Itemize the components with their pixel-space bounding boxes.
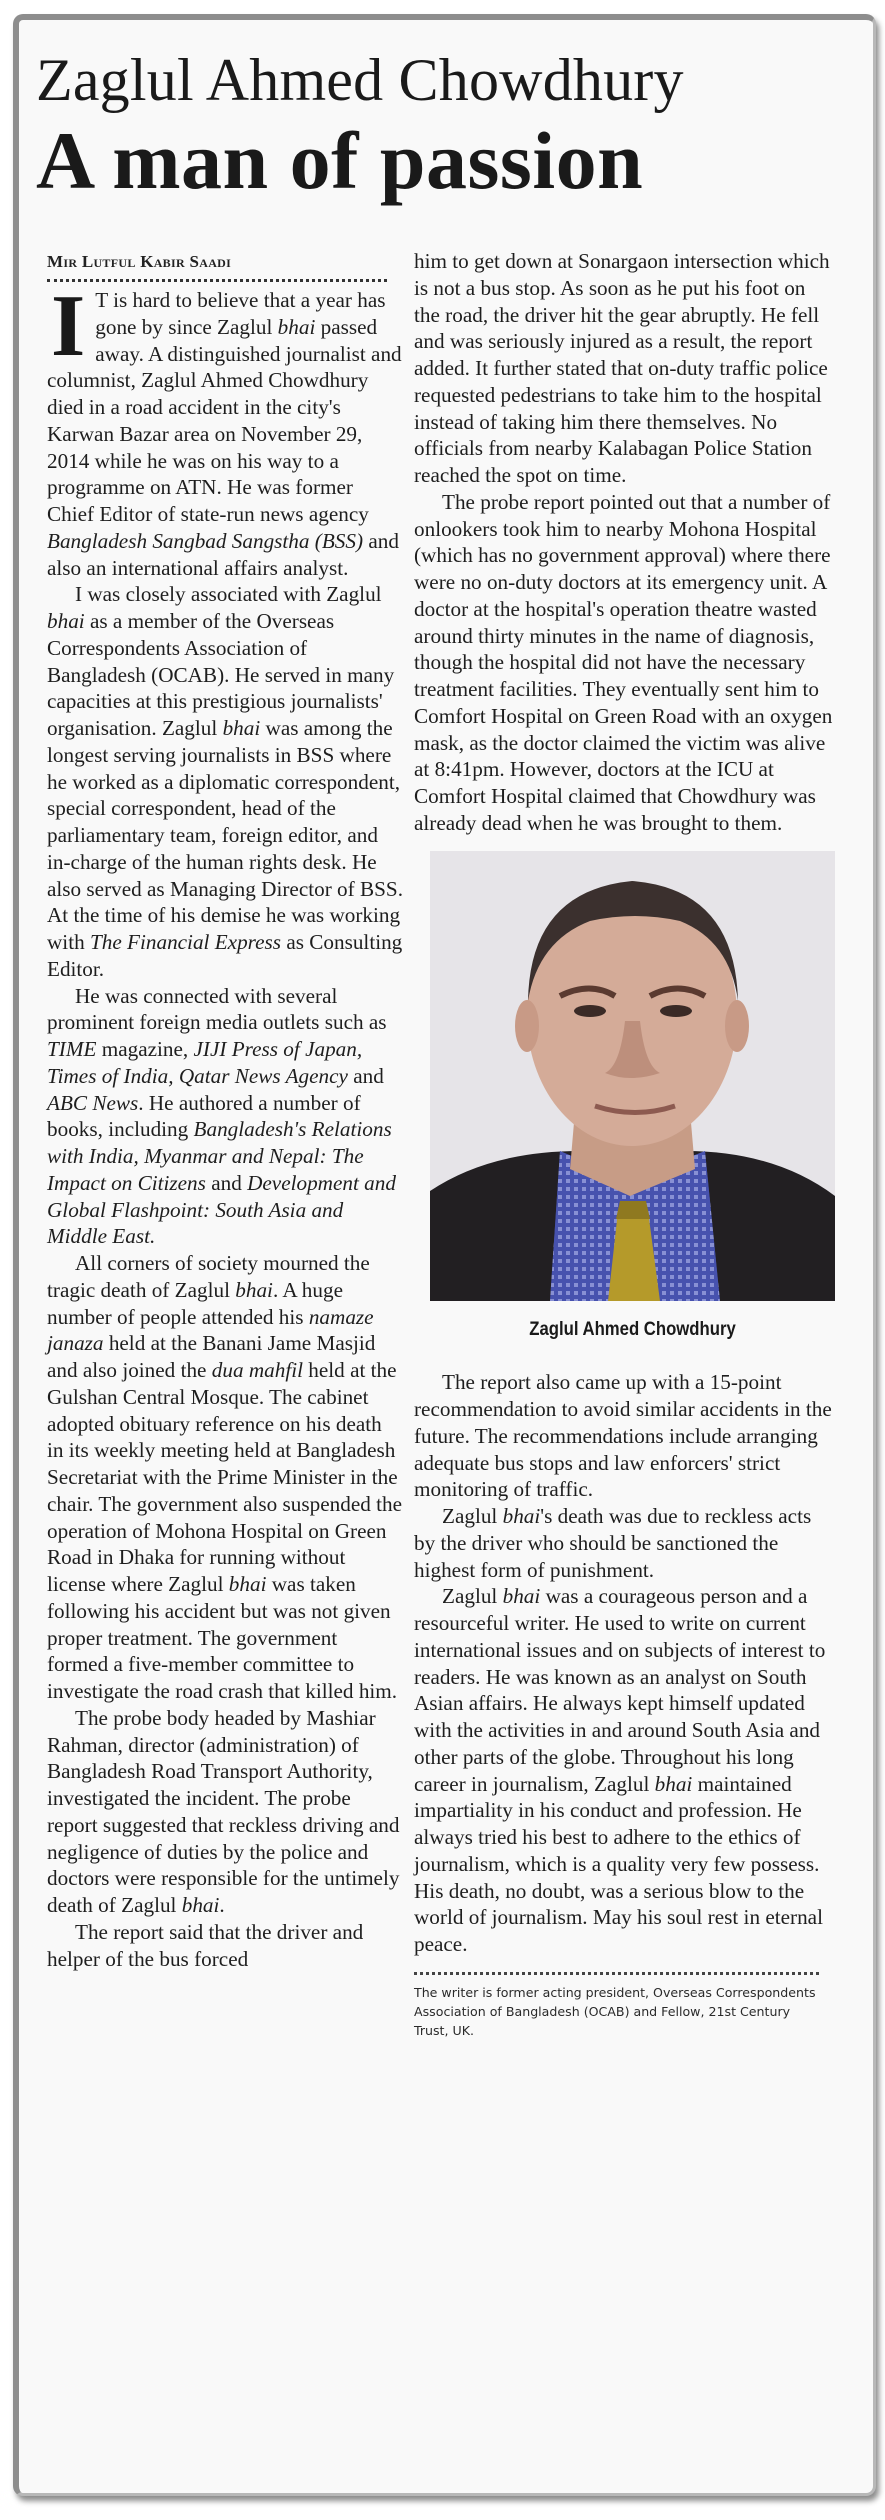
left-column — [47, 247, 403, 1972]
byline: Mir Lutful Kabir Saadi — [47, 252, 232, 271]
portrait-image — [430, 851, 835, 1301]
headline-name: Zaglul Ahmed Chowdhury — [36, 47, 684, 113]
footer-divider — [414, 1972, 819, 1975]
paragraph-cause: Zaglul bhai's death was due to reckless acts by the driver who should be sanctioned the highest form of punishment. — [414, 1504, 812, 1582]
right-column — [414, 248, 834, 2040]
byline-divider — [47, 279, 387, 282]
photo-caption: Zaglul Ahmed Chowdhury — [529, 1318, 736, 1340]
paragraph-recommendation: The report also came up with a 15-point recommendation to avoid similar accidents in the future. The recommendations include arranging adequate bus stops and law enforcers' strict monitoring of traffic. — [414, 1370, 832, 1502]
paragraph-hospital: The probe report pointed out that a number of onlookers took him to nearby Mohona Hospital (which has no government approval) where there were no on-duty doctors at its emergency unit. A doctor at the hospital's operation theatre wasted around thirty minutes in the name of diagnosis, though the hospital did not have the necessary treatment facilities. They eventually sent him to Comfort Hospital on Green Road with an oxygen mask, as the doctor claimed the victim was alive at 8:41pm. However, doctors at the ICU at Comfort Hospital claimed that Chowdhury was already dead when he was brought to them. — [414, 489, 833, 835]
portrait-photo — [430, 851, 835, 1301]
paragraph-association: I was closely associated with Zaglul bhai as a member of the Overseas Correspondents Association of Bangladesh (OCAB). He served in many capacities at this prestigious journalists' organisation. Zaglul bhai was among the longest serving journalists in BSS where he worked as a diplomatic correspondent, special correspondent, head of the parliamentary team, foreign editor, and in-charge of the human rights desk. He also served as Managing Director of BSS. At the time of his demise he was working with The Financial Express as Consulting Editor. — [47, 582, 403, 981]
paragraph-intro: I T is hard to believe that a year has gone by since Zaglul bhai passed away. A distinguished journalist and columnist, Zaglul Ahmed Chowdhury died in a road accident in the city's Karwan Bazar area on November 29, 2014 while he was on his way to a programme on ATN. He was former Chief Editor of state-run news agency Bangladesh Sangbad Sangstha (BSS) and also an international affairs analyst. — [47, 278, 402, 580]
headline-title: A man of passion — [36, 115, 644, 206]
paragraph-mourning: All corners of society mourned the tragic death of Zaglul bhai. A huge number of people attended his namaze janaza held at the Banani Jame Masjid and also joined the dua mahfil held at the Gulshan Central Mosque. The cabinet adopted obituary reference on his death in its weekly meeting held at Bangladesh Secretariat with the Prime Minister in the chair. The government also suspended the operation of Mohona Hospital on Green Road in Dhaka for running without license where Zaglul bhai was taken following his accident but was not given proper treatment. The government formed a five-member committee to investigate the road crash that killed him. — [47, 1251, 402, 1703]
drop-cap: I — [51, 278, 86, 375]
paragraph-probe: The probe body headed by Mashiar Rahman, director (administration) of Bangladesh Road Transport Authority, investigated the incident. The probe report suggested that reckless driving and negligence of duties by the police and doctors were responsible for the untimely death of Zaglul bhai. — [47, 1705, 400, 1917]
paragraph-accident: him to get down at Sonargaon intersection which is not a bus stop. As soon as he put his foot on the road, the driver hit the gear abruptly. He fell and was seriously injured as a result, the report added. It further stated that on-duty traffic police requested pedestrians to take him to the hospital instead of taking him there themselves. No officials from nearby Kalabagan Police Station reached the spot on time. — [414, 249, 830, 487]
paragraph-report-start: The report said that the driver and helper of the bus forced — [47, 1919, 364, 1971]
paragraph-tribute: Zaglul bhai was a courageous person and a resourceful writer. He used to write on current international issues and on subjects of interest to readers. He was known as an analyst on South Asian affairs. He always kept himself updated with the activities in and around South Asia and other parts of the globe. Throughout his long career in journalism, Zaglul bhai maintained impartiality in his conduct and profession. He always tried his best to adhere to the ethics of journalism, which is a quality very few possess. His death, no doubt, was a serious blow to the world of journalism. May his soul rest in eternal peace. — [414, 1584, 826, 1956]
author-bio: The writer is former acting president, Overseas Correspondents Association of Bangladesh (OCAB) and Fellow, 21st Century Trust, UK. — [414, 1984, 816, 2038]
paragraph-media: He was connected with several prominent foreign media outlets such as TIME magazine, JIJI Press of Japan, Times of India, Qatar News Agency and ABC News. He authored a number of books, including Bangladesh's Relations with India, Myanmar and Nepal: The Impact on Citizens and Development and Global Flashpoint: South Asia and Middle East. — [47, 983, 396, 1249]
